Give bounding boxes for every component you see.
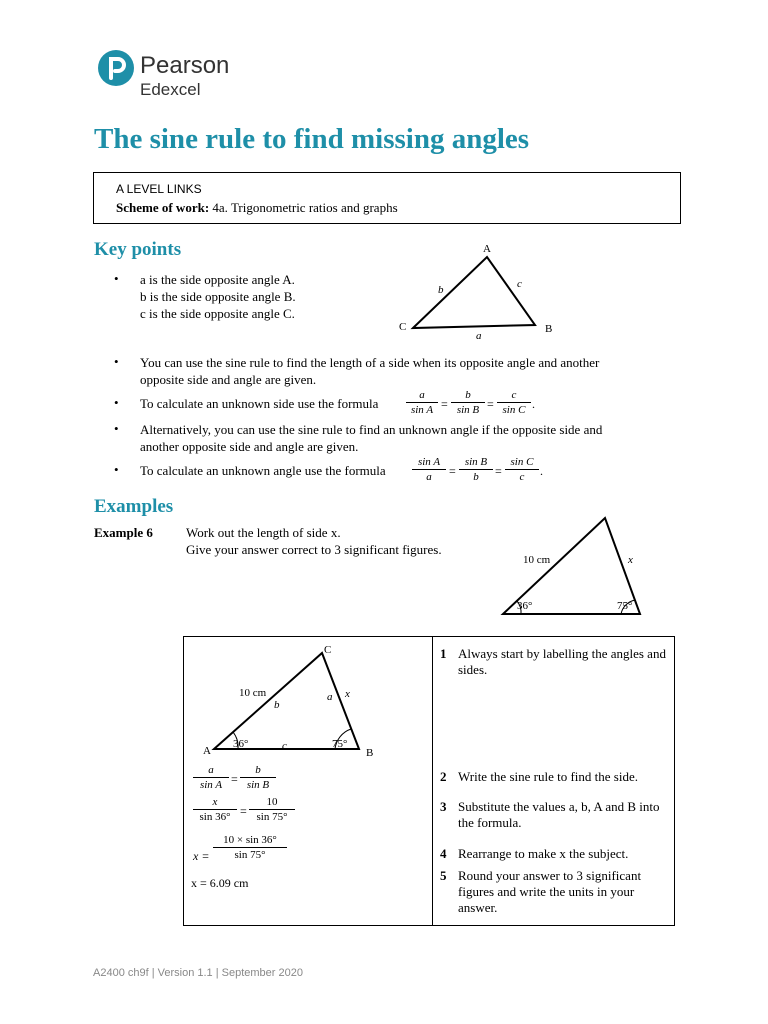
footer: A2400 ch9f | Version 1.1 | September 2020	[93, 967, 303, 979]
side-c-def: c is the side opposite angle C.	[140, 306, 295, 321]
frac-den: sin B	[456, 404, 480, 416]
sol-angle2-label: 75°	[332, 738, 348, 750]
formula1-frac3	[497, 389, 531, 416]
equals-sign: =	[441, 397, 448, 411]
bullet-icon: •	[114, 462, 119, 477]
equals-sign: =	[240, 804, 247, 818]
find-side-line2: opposite side and angle are given.	[140, 372, 317, 387]
column-divider	[432, 637, 433, 925]
period: .	[540, 464, 543, 478]
sol-x-label: x	[345, 688, 350, 700]
equals-sign: =	[449, 464, 456, 478]
pearson-logo-icon	[98, 50, 134, 86]
equals-sign: =	[487, 397, 494, 411]
w2-frac1	[193, 796, 237, 823]
w3-frac	[213, 834, 287, 861]
bullet-icon: •	[114, 395, 119, 410]
w3-lhs: x =	[193, 849, 210, 863]
page-title: The sine rule to find missing angles	[94, 123, 530, 155]
brand-name: Pearson	[140, 52, 230, 79]
find-side-text	[140, 354, 599, 388]
bullet-icon: •	[114, 421, 119, 436]
step-number: 4	[440, 846, 447, 861]
final-answer: x = 6.09 cm	[191, 876, 249, 890]
brand-sub: Edexcel	[140, 80, 201, 99]
example-label: Example 6	[94, 525, 153, 540]
scheme-label: Scheme of work:	[116, 200, 210, 215]
sol-vertex-b: B	[366, 747, 374, 759]
w1-frac2	[240, 764, 276, 791]
formula1-frac2	[451, 389, 485, 416]
frac-den: c	[519, 471, 525, 483]
frac-den: sin A	[199, 779, 223, 791]
step-number: 2	[440, 769, 447, 784]
step-text: Always start by labelling the angles and sides.	[458, 646, 666, 677]
step-text: Substitute the values a, b, A and B into the formula.	[458, 799, 660, 830]
sol-c-label: c	[282, 740, 287, 752]
bullet-icon: •	[114, 271, 119, 286]
equals-sign: =	[231, 772, 238, 786]
find-angle-line2: another opposite side and angle are given.	[140, 439, 359, 454]
sol-b-label: b	[274, 699, 280, 711]
angle-formula-text: To calculate an unknown angle use the formula	[140, 463, 386, 478]
formula2-frac1	[412, 456, 446, 483]
examples-heading: Examples	[94, 496, 174, 517]
example-side-label: 10 cm	[523, 554, 551, 566]
frac-num: b	[240, 764, 276, 778]
frac-num: b	[451, 389, 485, 403]
side-b-def: b is the side opposite angle B.	[140, 289, 296, 304]
step-text: Write the sine rule to find the side.	[458, 769, 638, 784]
w2-frac2	[249, 796, 295, 823]
scheme-text: 4a. Trigonometric ratios and graphs	[212, 200, 398, 215]
find-side-line1: You can use the sine rule to find the length of a side when its opposite angle and another	[140, 355, 600, 370]
frac-num: a	[406, 389, 438, 403]
example-question-line1: Work out the length of side x.	[186, 525, 341, 540]
step-text: Rearrange to make x the subject.	[458, 846, 629, 861]
sol-vertex-a: A	[203, 745, 211, 757]
w1-frac1	[193, 764, 229, 791]
find-angle-text	[140, 421, 602, 455]
key-points-heading: Key points	[94, 239, 182, 260]
bullet-icon: •	[114, 354, 119, 369]
frac-den: sin B	[246, 779, 270, 791]
step-number: 3	[440, 799, 447, 814]
side-formula-text: To calculate an unknown side use the formula	[140, 396, 379, 411]
frac-den: b	[473, 471, 479, 483]
side-a-label: a	[476, 330, 482, 342]
sol-vertex-c: C	[324, 644, 332, 656]
solution-triangle	[202, 645, 377, 757]
find-angle-line1: Alternatively, you can use the sine rule to find an unknown angle if the opposite side and	[140, 422, 603, 437]
period: .	[532, 397, 535, 411]
step-number: 1	[440, 646, 447, 661]
sol-side-label: 10 cm	[239, 687, 267, 699]
frac-den: sin A	[410, 404, 434, 416]
frac-num: a	[193, 764, 229, 778]
frac-den: a	[426, 471, 432, 483]
vertex-b-label: B	[545, 323, 553, 335]
frac-num: sin A	[412, 456, 446, 470]
formula1-frac1	[406, 389, 438, 416]
a-level-links-box	[93, 172, 681, 224]
example-angle2-label: 75°	[617, 600, 633, 612]
scheme-of-work	[116, 200, 398, 216]
formula2-frac3	[505, 456, 539, 483]
side-b-label: b	[438, 284, 444, 296]
frac-den: sin 75°	[234, 849, 266, 861]
step-number: 5	[440, 868, 447, 883]
side-a-def: a is the side opposite angle A.	[140, 272, 295, 287]
sol-a-label: a	[327, 691, 333, 703]
frac-num: 10	[249, 796, 295, 810]
sol-angle1-label: 36°	[233, 738, 249, 750]
solution-box	[183, 636, 675, 926]
links-heading: A LEVEL LINKS	[116, 182, 202, 196]
vertex-c-label: C	[399, 321, 407, 333]
frac-num: c	[497, 389, 531, 403]
sides-definition	[140, 271, 296, 322]
frac-den: sin 75°	[256, 811, 288, 823]
frac-num: x	[193, 796, 237, 810]
formula2-frac2	[459, 456, 493, 483]
frac-num: 10 × sin 36°	[213, 834, 287, 848]
vertex-a-label: A	[483, 243, 491, 255]
example-x-label: x	[628, 554, 633, 566]
equals-sign: =	[495, 464, 502, 478]
example-question-line2: Give your answer correct to 3 significant figures.	[186, 542, 442, 557]
step-text: Round your answer to 3 significant figures and write the units in your answer.	[458, 868, 642, 915]
frac-den: sin 36°	[199, 811, 231, 823]
frac-num: sin C	[505, 456, 539, 470]
side-c-label: c	[517, 278, 522, 290]
frac-num: sin B	[459, 456, 493, 470]
example-angle1-label: 36°	[517, 600, 533, 612]
frac-den: sin C	[502, 404, 526, 416]
